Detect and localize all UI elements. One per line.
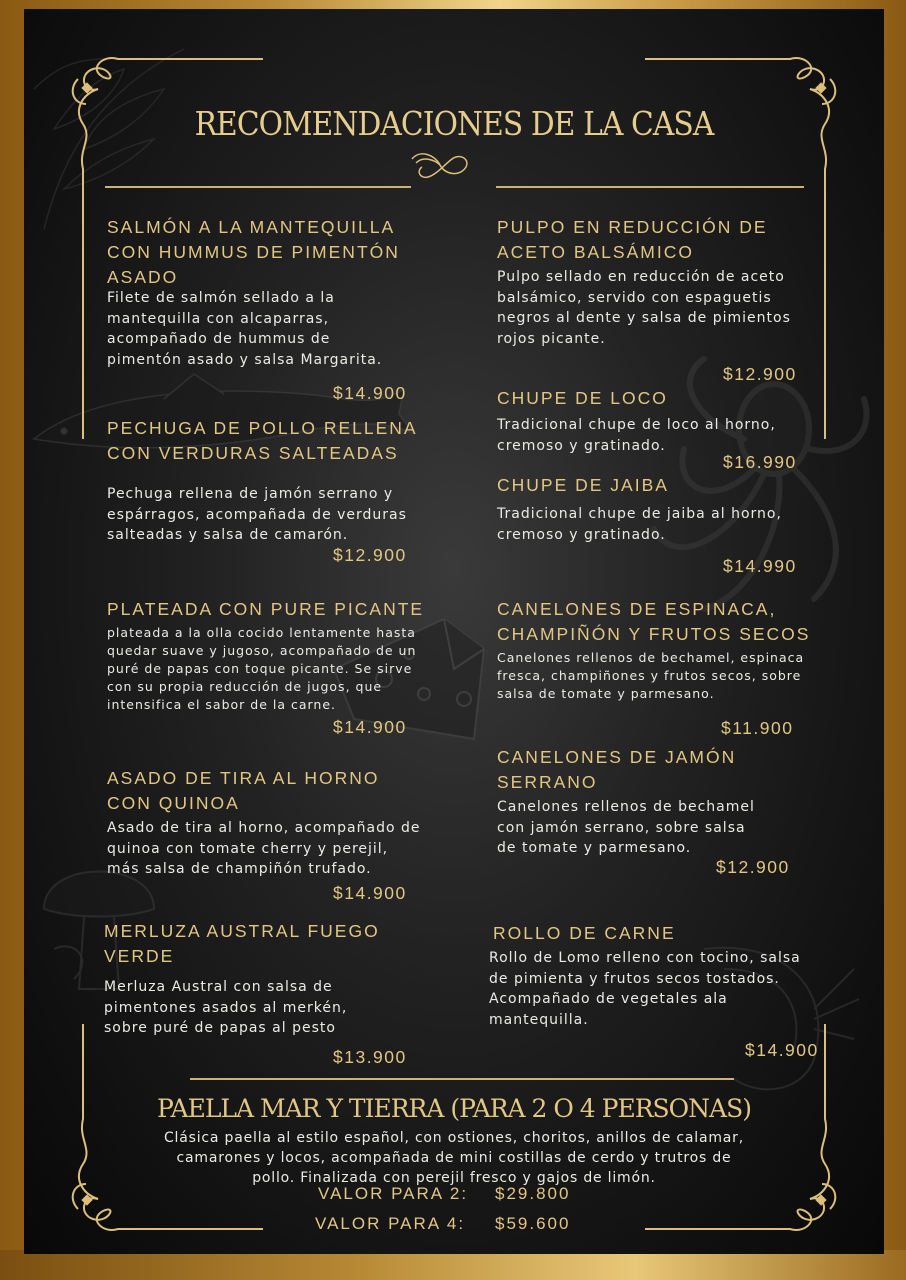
item-price: $12.900 [723,364,797,384]
item-description: Filete de salmón sellado a la mantequilla con alcaparras, acompañado de hummus de pimentón asado y salsa Margarita. [107,290,383,368]
menu-item [497,215,812,349]
menu-item [497,473,817,545]
item-price: $11.900 [721,718,794,738]
item-description: Tradicional chupe de loco al horno, cremoso y gratinado. [497,417,776,454]
item-price: $14.990 [723,556,797,576]
divider-left [105,186,411,188]
menu-item [104,919,404,1039]
item-price: $12.900 [716,857,790,877]
item-price: $14.900 [745,1040,819,1060]
menu-item [107,416,427,546]
item-description: Canelones rellenos de bechamel con jamón serrano, sobre salsa de tomate y parmesano. [497,799,755,856]
menu-item [107,597,425,714]
item-description: Asado de tira al horno, acompañado de quinoa con tomate cherry y perejil, más salsa de champiñón trufado. [107,820,421,877]
divider-right [496,186,804,188]
item-name: ASADO DE TIRA AL HORNO CON QUINOA [107,768,380,813]
page-title: RECOMENDACIONES DE LA CASA [194,104,714,143]
menu-panel [24,9,884,1254]
item-name: PECHUGA DE POLLO RELLENA CON VERDURAS SALTEADAS [107,418,417,463]
item-name: ROLLO DE CARNE [493,923,676,943]
item-description: Tradicional chupe de jaiba al horno, cremoso y gratinado. [497,506,782,543]
item-description: Rollo de Lomo relleno con tocino, salsa de pimienta y frutos secos tostados. Acompañado de vegetales ala mantequilla. [489,950,801,1028]
paella-price-value-4: $59.600 [495,1214,571,1233]
paella-price-value-2: $29.800 [495,1184,571,1203]
item-description: Pechuga rellena de jamón serrano y espárragos, acompañada de verduras salteadas y salsa de camarón. [107,486,407,543]
item-price: $13.900 [333,1047,407,1067]
item-name: PLATEADA CON PURE PICANTE [107,599,425,619]
item-price: $14.900 [333,883,407,903]
item-price: $12.900 [333,545,407,565]
item-description: Pulpo sellado en reducción de aceto balsámico, servido con espaguetis negros al dente y salsa de pimientos rojos picante. [497,269,791,347]
item-description: Merluza Austral con salsa de pimentones asados al merkén, sobre puré de papas al pesto [104,979,348,1036]
menu-item [489,921,809,1030]
item-name: CANELONES DE ESPINACA, CHAMPIÑÓN Y FRUTOS SECOS [497,599,811,644]
paella-description: Clásica paella al estilo español, con ostiones, choritos, anillos de calamar, camarones y locos, acompañada de mini costillas de cerdo y trutros de pollo. Finalizada con perejil fresco y gajos de limón. [163,1130,744,1186]
menu-item [107,766,425,880]
item-name: CANELONES DE JAMÓN SERRANO [497,747,737,792]
item-name: MERLUZA AUSTRAL FUEGO VERDE [104,921,380,966]
item-description: Canelones rellenos de bechamel, espinaca fresca, champiñones y frutos secos, sobre salsa de tomate y parmesano. [497,650,805,701]
paella-price-label-4: VALOR PARA 4: [315,1214,466,1233]
item-price: $14.900 [333,717,407,737]
item-name: PULPO EN REDUCCIÓN DE ACETO BALSÁMICO [497,217,768,262]
divider-paella [190,1078,734,1080]
center-flourish-icon [410,147,470,181]
item-name: CHUPE DE LOCO [497,388,668,408]
gold-frame-bottom [0,1250,906,1280]
paella-title: PAELLA MAR Y TIERRA (PARA 2 O 4 PERSONAS) [157,1094,751,1123]
item-price: $14.900 [333,383,407,403]
item-name: SALMÓN A LA MANTEQUILLA CON HUMMUS DE PIMENTÓN ASADO [107,217,400,287]
item-name: CHUPE DE JAIBA [497,475,669,495]
menu-item [497,745,797,859]
menu-item [107,215,407,370]
menu-item [497,386,817,456]
paella-price-label-2: VALOR PARA 2: [318,1184,469,1203]
item-price: $16.990 [723,452,797,472]
item-description: plateada a la olla cocido lentamente hasta quedar suave y jugoso, acompañado de un puré de papas con toque picante. Se sirve con su propia reducción de jugos, que intensifica el sabor de la carne. [107,625,417,712]
menu-item [497,597,817,703]
